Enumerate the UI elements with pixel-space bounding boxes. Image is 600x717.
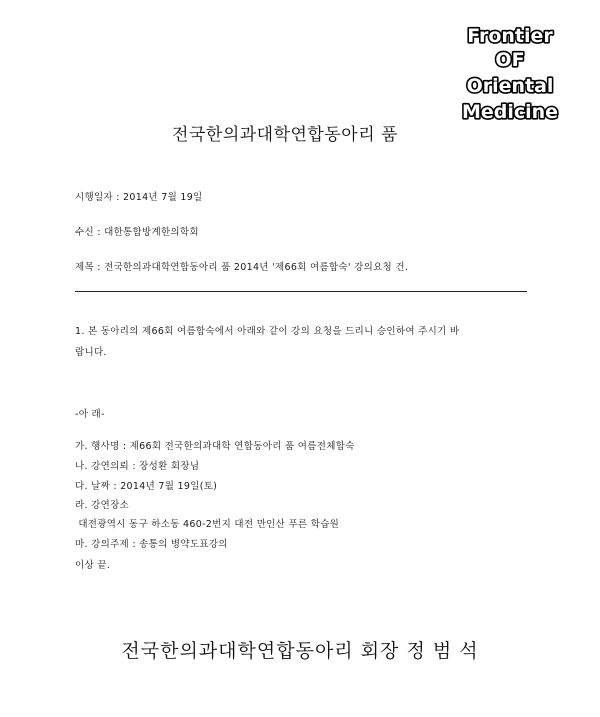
issue-date: 시행일자 : 2014년 7월 19일 bbox=[75, 192, 203, 203]
closing-text: 이상 끝. bbox=[75, 560, 111, 571]
detail-lecture-request: 나. 강연의뢰 : 장성환 회장님 bbox=[75, 461, 200, 472]
divider-line bbox=[75, 291, 527, 292]
details-heading: -아 래- bbox=[75, 409, 105, 420]
detail-date: 다. 날짜 : 2014년 7월 19일(토) bbox=[75, 481, 218, 492]
body-paragraph-line-1: 1. 본 동아리의 제66회 여름합숙에서 아래와 같이 강의 요청을 드리니 승인하여 주시기 바 bbox=[75, 326, 460, 337]
logo-line-medicine: Medicine bbox=[461, 101, 559, 123]
logo-line-oriental: Oriental bbox=[466, 75, 554, 97]
detail-event-name: 가. 행사명 : 제66회 전국한의과대학 연합동아리 품 여름전체합숙 bbox=[75, 441, 355, 452]
signature-line: 전국한의과대학연합동아리 회장 정 범 석 bbox=[121, 640, 479, 662]
subject: 제목 : 전국한의과대학연합동아리 품 2014년 '제66회 여름합숙' 강의요청 건. bbox=[75, 262, 409, 273]
recipient: 수신 : 대한통합방계한의학회 bbox=[75, 227, 199, 238]
document-title: 전국한의과대학연합동아리 품 bbox=[172, 125, 398, 145]
frontier-of-oriental-medicine-logo bbox=[458, 20, 562, 132]
body-paragraph-line-2: 랍니다. bbox=[75, 347, 107, 358]
detail-venue-address: 대전광역시 동구 하소동 460-2번지 대전 만인산 푸른 학습원 bbox=[75, 519, 340, 530]
logo-line-frontier: Frontier bbox=[467, 25, 553, 47]
detail-lecture-topic: 마. 강의주제 : 송통의 병약도표강의 bbox=[75, 539, 228, 550]
logo-line-of: OF bbox=[495, 49, 525, 71]
detail-venue-label: 라. 강연장소 bbox=[75, 500, 130, 511]
